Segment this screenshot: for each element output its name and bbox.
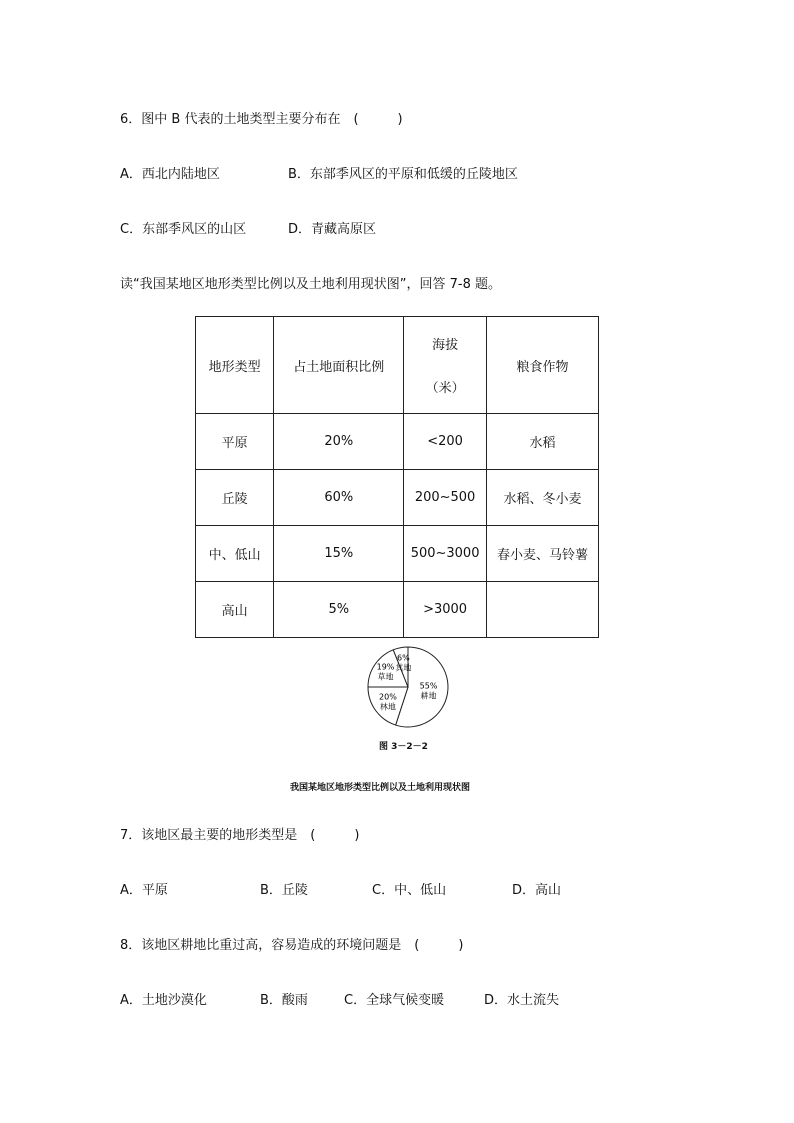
question-7-stem: 7．该地区最主要的地形类型是 ( ) (120, 828, 360, 843)
pie-slice-percent: 20% (379, 692, 397, 702)
cell-ratio: 15% (274, 526, 404, 582)
question-7-option-c: C．中、低山 (372, 883, 447, 898)
pie-slice-label: 草地 (377, 672, 394, 682)
cell-terrain: 高山 (196, 582, 274, 638)
header-crops: 粮食作物 (487, 317, 599, 414)
header-altitude-label: 海拔 (432, 338, 459, 353)
cell-crops: 水稻、冬小麦 (487, 470, 599, 526)
cell-terrain: 丘陵 (196, 470, 274, 526)
table-row (196, 526, 599, 582)
table-row (196, 414, 599, 470)
cell-altitude: 500~3000 (404, 526, 487, 582)
cell-terrain: 中、低山 (196, 526, 274, 582)
cell-altitude: <200 (404, 414, 487, 470)
table-row (196, 582, 599, 638)
figure-number: 图 3－2－2 (379, 742, 428, 752)
pie-slice-percent: 55% (419, 681, 438, 691)
cell-crops: 春小麦、马铃薯 (487, 526, 599, 582)
pie-slice-label: 林地 (379, 702, 396, 712)
header-altitude-unit: （米） (425, 381, 465, 396)
cell-crops: 水稻 (487, 414, 599, 470)
figure-caption: 我国某地区地形类型比例以及土地利用现状图 (290, 783, 471, 793)
land-use-pie-chart (362, 643, 462, 735)
cell-ratio: 20% (274, 414, 404, 470)
table-row (196, 470, 599, 526)
question-8-stem: 8．该地区耕地比重过高，容易造成的环境问题是 ( ) (120, 938, 464, 953)
terrain-table (195, 316, 599, 638)
question-6-option-a: A．西北内陆地区 (120, 167, 220, 182)
cell-crops (487, 582, 599, 638)
header-area-ratio: 占土地面积比例 (274, 317, 404, 414)
pie-slice-label: 耕地 (420, 691, 437, 701)
question-7-option-a: A．平原 (120, 883, 168, 898)
header-altitude (404, 317, 487, 414)
question-7-option-d: D．高山 (512, 883, 562, 898)
table-header-row (196, 317, 599, 414)
cell-ratio: 5% (274, 582, 404, 638)
pie-slice-percent: 6% (397, 653, 410, 663)
question-8-option-b: B．酸雨 (260, 993, 308, 1008)
question-6-option-b: B．东部季风区的平原和低缓的丘陵地区 (288, 167, 518, 182)
question-6-option-d: D．青藏高原区 (288, 222, 377, 237)
cell-terrain: 平原 (196, 414, 274, 470)
pie-slice-label: 其地 (395, 663, 412, 673)
cell-altitude: >3000 (404, 582, 487, 638)
question-8-option-c: C．全球气候变暖 (344, 993, 445, 1008)
header-terrain-type: 地形类型 (196, 317, 274, 414)
cell-ratio: 60% (274, 470, 404, 526)
reading-intro: 读“我国某地区地形类型比例以及土地利用现状图”，回答 7-8 题。 (120, 277, 501, 292)
question-6-stem: 6．图中 B 代表的土地类型主要分布在 ( ) (120, 112, 403, 127)
question-8-option-a: A．土地沙漠化 (120, 993, 207, 1008)
question-6-option-c: C．东部季风区的山区 (120, 222, 247, 237)
question-8-option-d: D．水土流失 (484, 993, 560, 1008)
cell-altitude: 200~500 (404, 470, 487, 526)
question-7-option-b: B．丘陵 (260, 883, 308, 898)
pie-slice-percent: 19% (376, 662, 395, 672)
